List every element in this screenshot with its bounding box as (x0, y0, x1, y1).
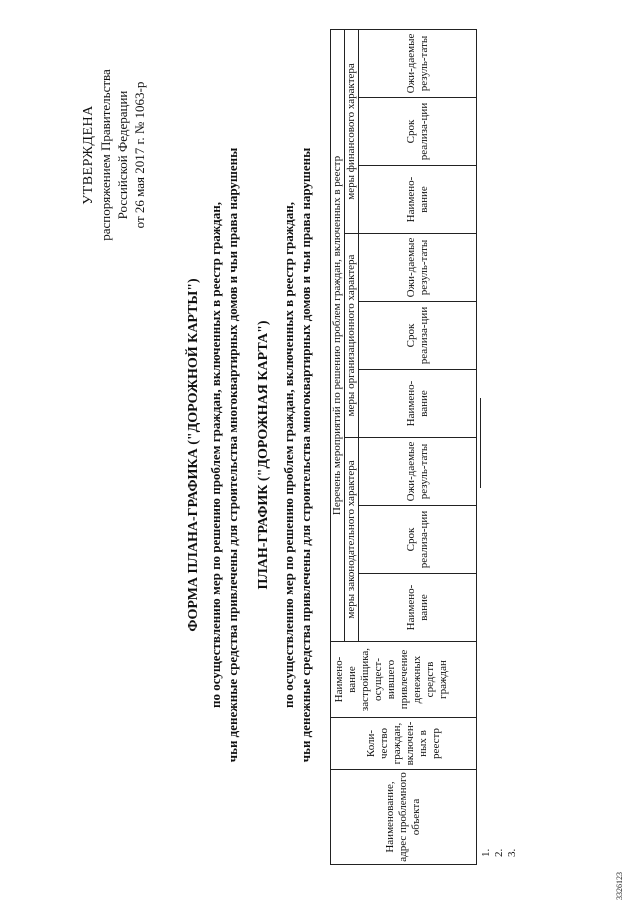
header-legislative-term: Срок реализа-ции (359, 506, 477, 574)
header-developer: Наимено-вание застройщика, осущест-вившего привлечение денежных средств граждан (331, 642, 477, 718)
approval-line-2: Российской Федерации (115, 90, 130, 220)
form-subtitle-line-2: чьи денежные средства привлечены для строительства многоквартирных домов и чьи права нарушены (225, 147, 240, 763)
header-citizen-count: Коли-чество граждан, включен-ных в реестр (331, 718, 477, 770)
header-object: Наименование, адрес проблемного объекта (331, 770, 477, 865)
row-number: 1. (480, 848, 492, 857)
plan-subtitle-line-2: чьи денежные средства привлечены для строительства многоквартирных домов и чьи права нарушены (298, 147, 313, 763)
header-financial-name: Наимено-вание (359, 166, 477, 234)
approval-block (80, 25, 148, 285)
roadmap-table (330, 29, 477, 865)
header-organizational-term: Срок реализа-ции (359, 302, 477, 370)
plan-subtitle-line-1: по осуществлению мер по решению проблем граждан, включенных в реестр граждан, (281, 201, 296, 709)
header-financial-measures: меры финансового характера (345, 29, 359, 233)
row-number: 3. (506, 848, 518, 857)
plan-subtitle (280, 45, 314, 865)
header-organizational-name: Наимено-вание (359, 370, 477, 438)
form-subtitle-line-1: по осуществлению мер по решению проблем граждан, включенных в реестр граждан, (208, 201, 223, 709)
header-legislative-results: Ожи-даемые резуль-таты (359, 438, 477, 506)
form-subtitle (207, 45, 241, 865)
document-id: 3326123 (615, 872, 624, 900)
row-number: 2. (493, 848, 505, 857)
header-measures-list: Перечень мероприятий по решению проблем граждан, включенных в реестр (331, 29, 345, 641)
header-legislative-measures: меры законодательного характера (345, 438, 359, 642)
separator-line (480, 398, 481, 488)
header-organizational-results: Ожи-даемые резуль-таты (359, 234, 477, 302)
row-number-list (480, 849, 519, 857)
header-legislative-name: Наимено-вание (359, 574, 477, 642)
header-financial-results: Ожи-даемые резуль-таты (359, 29, 477, 97)
approval-title: УТВЕРЖДЕНА (81, 105, 96, 205)
approval-line-1: распоряжением Правительства (98, 69, 113, 241)
header-financial-term: Срок реализа-ции (359, 98, 477, 166)
plan-title: ПЛАН-ГРАФИК ("ДОРОЖНАЯ КАРТА") (256, 320, 271, 590)
form-title: ФОРМА ПЛАНА-ГРАФИКА ("ДОРОЖНОЙ КАРТЫ") (186, 278, 201, 632)
header-organizational-measures: меры организационного характера (345, 234, 359, 438)
approval-line-3: от 26 мая 2017 г. № 1063-р (132, 81, 147, 229)
